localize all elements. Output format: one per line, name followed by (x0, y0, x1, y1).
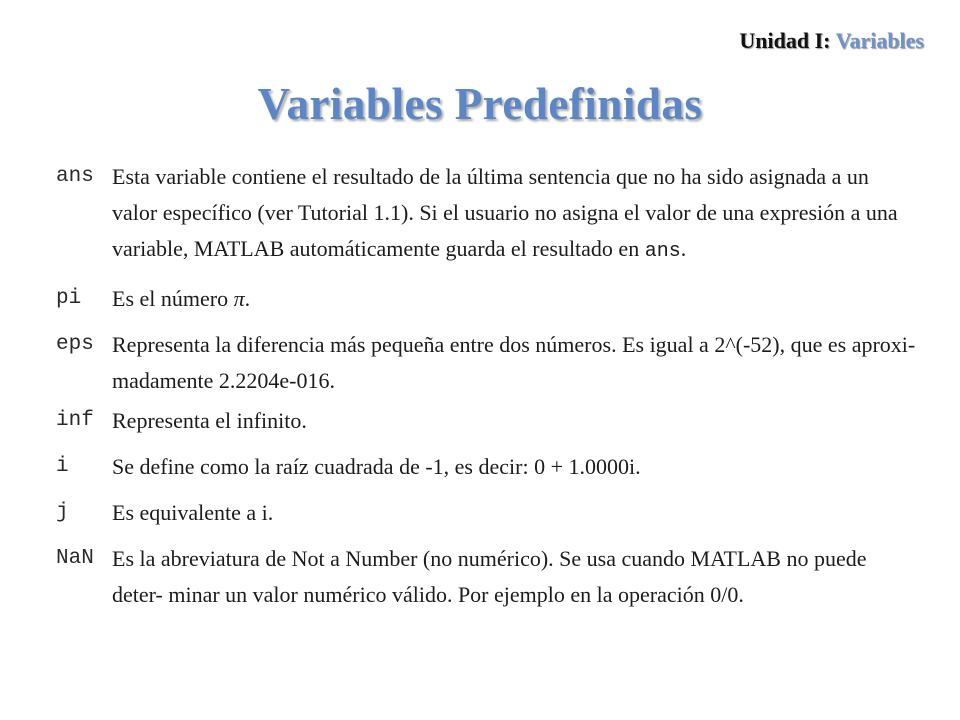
term-nan: NaN (56, 547, 94, 570)
term-ans: ans (56, 165, 94, 188)
term-eps: eps (56, 333, 94, 356)
topic-label: Variables (835, 28, 924, 53)
desc-inf: Representa el infinito. (112, 408, 307, 433)
term-pi: pi (56, 287, 82, 310)
definition-nan (56, 540, 916, 620)
desc-pi-end: . (244, 286, 251, 311)
term-inf: inf (56, 409, 94, 432)
desc-j: Es equivalente a i. (112, 500, 274, 525)
term-j: j (56, 501, 69, 524)
page-title: Variables Predefinidas (257, 79, 703, 129)
definition-j (56, 494, 916, 540)
desc-pi (112, 281, 916, 326)
unit-label: Unidad I: (739, 28, 831, 53)
desc-eps: Representa la diferencia más pequeña entre dos números. Es igual a 2^(-52), que es aproxi- madamente 2.2204e-016. (112, 332, 916, 393)
desc-pi-text: Es el número (112, 286, 234, 311)
definition-list (56, 158, 916, 620)
desc-nan: Es la abreviatura de Not a Number (no numérico). Se usa cuando MATLAB no puede deter- minar un valor numérico válido. Por ejemplo en la operación 0/0. (112, 546, 867, 607)
definition-i (56, 448, 916, 494)
desc-i: Se define como la raíz cuadrada de -1, es decir: 0 + 1.0000i. (112, 454, 641, 479)
definition-inf (56, 402, 916, 448)
definition-ans (56, 158, 916, 280)
pi-symbol: π (233, 286, 245, 311)
section-header (739, 28, 924, 54)
desc-ans (112, 159, 916, 280)
definition-eps (56, 326, 916, 402)
definition-pi (56, 280, 916, 326)
desc-ans-code: ans (644, 240, 681, 263)
desc-ans-end: . (680, 236, 687, 261)
term-i: i (56, 455, 69, 478)
desc-ans-text: Esta variable contiene el resultado de la última sentencia que no ha sido asignada a un valor específico (ver Tutorial 1.1). Si el usuario no asigna el valor de una expresión a una variable, MATLAB automáticamente guarda el resultado en (112, 164, 898, 261)
